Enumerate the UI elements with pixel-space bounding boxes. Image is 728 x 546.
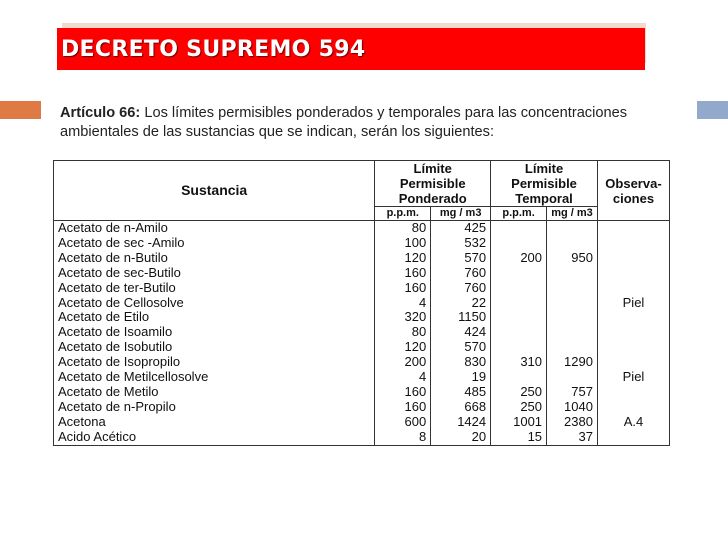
table-row <box>54 325 670 340</box>
observacion-cell <box>597 281 669 296</box>
temporal-ppm-cell <box>491 370 547 385</box>
substance-name-cell: Acetato de n-Butilo <box>54 251 375 266</box>
temporal-ppm-cell: 1001 <box>491 415 547 430</box>
observacion-cell: Piel <box>597 296 669 311</box>
table-row <box>54 251 670 266</box>
table-row <box>54 281 670 296</box>
ponderado-ppm-cell: 80 <box>375 221 431 236</box>
table-row <box>54 370 670 385</box>
accent-bar-left <box>0 101 41 119</box>
table-row <box>54 430 670 445</box>
temporal-ppm-cell <box>491 310 547 325</box>
substance-name-cell: Acetato de n-Propilo <box>54 400 375 415</box>
temporal-mg-cell <box>547 370 598 385</box>
temporal-ppm-cell <box>491 236 547 251</box>
ponderado-ppm-cell: 4 <box>375 370 431 385</box>
substance-name-cell: Acetato de n-Amilo <box>54 221 375 236</box>
ponderado-mg-cell: 532 <box>431 236 491 251</box>
subheader-ponderado-mg: mg / m3 <box>431 207 491 221</box>
substance-name-cell: Acetato de Isobutilo <box>54 340 375 355</box>
temporal-mg-cell: 1040 <box>547 400 598 415</box>
table-row <box>54 296 670 311</box>
temporal-mg-cell <box>547 266 598 281</box>
observacion-cell <box>597 310 669 325</box>
temporal-ppm-cell: 15 <box>491 430 547 445</box>
ponderado-ppm-cell: 600 <box>375 415 431 430</box>
subheader-temporal-ppm: p.p.m. <box>491 207 547 221</box>
ponderado-ppm-cell: 120 <box>375 340 431 355</box>
table-row <box>54 385 670 400</box>
ponderado-ppm-cell: 160 <box>375 400 431 415</box>
ponderado-mg-cell: 570 <box>431 251 491 266</box>
temporal-mg-cell <box>547 221 598 236</box>
ponderado-mg-cell: 760 <box>431 266 491 281</box>
ponderado-mg-cell: 485 <box>431 385 491 400</box>
substance-name-cell: Acetato de ter-Butilo <box>54 281 375 296</box>
header-obs-line2: ciones <box>612 190 655 206</box>
ponderado-mg-cell: 1424 <box>431 415 491 430</box>
accent-bar-right <box>697 101 728 119</box>
title-bar <box>57 28 645 70</box>
ponderado-ppm-cell: 200 <box>375 355 431 370</box>
temporal-ppm-cell <box>491 281 547 296</box>
substance-name-cell: Acetona <box>54 415 375 430</box>
ponderado-ppm-cell: 8 <box>375 430 431 445</box>
substance-name-cell: Acetato de Isopropilo <box>54 355 375 370</box>
observacion-cell <box>597 325 669 340</box>
substance-name-cell: Acetato de Metilcellosolve <box>54 370 375 385</box>
temporal-ppm-cell: 310 <box>491 355 547 370</box>
temporal-mg-cell <box>547 340 598 355</box>
temporal-mg-cell <box>547 236 598 251</box>
ponderado-mg-cell: 22 <box>431 296 491 311</box>
article-paragraph <box>60 104 670 142</box>
ponderado-mg-cell: 760 <box>431 281 491 296</box>
ponderado-ppm-cell: 160 <box>375 385 431 400</box>
observacion-cell <box>597 430 669 445</box>
header-ponderado-line3: Ponderado <box>398 191 467 206</box>
table-row <box>54 266 670 281</box>
ponderado-mg-cell: 19 <box>431 370 491 385</box>
header-ponderado-line2: Permisible <box>399 176 466 191</box>
ponderado-mg-cell: 425 <box>431 221 491 236</box>
temporal-ppm-cell: 250 <box>491 400 547 415</box>
temporal-mg-cell: 1290 <box>547 355 598 370</box>
header-temporal-line3: Temporal <box>515 191 573 206</box>
subheader-temporal-mg: mg / m3 <box>547 207 598 221</box>
header-ponderado <box>375 161 491 207</box>
observacion-cell <box>597 340 669 355</box>
temporal-mg-cell: 950 <box>547 251 598 266</box>
ponderado-mg-cell: 424 <box>431 325 491 340</box>
ponderado-ppm-cell: 4 <box>375 296 431 311</box>
substance-name-cell: Acetato de Metilo <box>54 385 375 400</box>
temporal-mg-cell <box>547 296 598 311</box>
table-row <box>54 355 670 370</box>
slide-title: DECRETO SUPREMO 594 <box>61 36 366 62</box>
table-row <box>54 340 670 355</box>
temporal-ppm-cell: 200 <box>491 251 547 266</box>
temporal-mg-cell: 37 <box>547 430 598 445</box>
table-row <box>54 415 670 430</box>
substance-name-cell: Acetato de Etilo <box>54 310 375 325</box>
temporal-mg-cell: 2380 <box>547 415 598 430</box>
header-observaciones <box>597 161 669 221</box>
ponderado-mg-cell: 668 <box>431 400 491 415</box>
table-row <box>54 310 670 325</box>
header-temporal-line2: Permisible <box>511 176 577 191</box>
ponderado-ppm-cell: 320 <box>375 310 431 325</box>
observacion-cell: Piel <box>597 370 669 385</box>
temporal-ppm-cell <box>491 340 547 355</box>
temporal-mg-cell <box>547 310 598 325</box>
substance-name-cell: Acetato de Cellosolve <box>54 296 375 311</box>
observacion-cell: A.4 <box>597 415 669 430</box>
ponderado-mg-cell: 830 <box>431 355 491 370</box>
subheader-ponderado-ppm: p.p.m. <box>375 207 431 221</box>
ponderado-mg-cell: 20 <box>431 430 491 445</box>
observacion-cell <box>597 385 669 400</box>
observacion-cell <box>597 251 669 266</box>
observacion-cell <box>597 266 669 281</box>
ponderado-ppm-cell: 160 <box>375 281 431 296</box>
temporal-ppm-cell: 250 <box>491 385 547 400</box>
ponderado-ppm-cell: 80 <box>375 325 431 340</box>
header-sustancia: Sustancia <box>54 161 375 221</box>
temporal-ppm-cell <box>491 325 547 340</box>
temporal-ppm-cell <box>491 296 547 311</box>
limits-table <box>53 160 670 446</box>
temporal-ppm-cell <box>491 221 547 236</box>
header-temporal <box>491 161 598 207</box>
substance-name-cell: Acetato de sec-Butilo <box>54 266 375 281</box>
temporal-mg-cell <box>547 325 598 340</box>
observacion-cell <box>597 236 669 251</box>
temporal-mg-cell: 757 <box>547 385 598 400</box>
observacion-cell <box>597 400 669 415</box>
observacion-cell <box>597 221 669 236</box>
observacion-cell <box>597 355 669 370</box>
table-row <box>54 236 670 251</box>
header-obs-line1: Observa- <box>605 175 662 191</box>
ponderado-mg-cell: 1150 <box>431 310 491 325</box>
table-row <box>54 221 670 236</box>
substance-name-cell: Acido Acético <box>54 430 375 445</box>
ponderado-ppm-cell: 160 <box>375 266 431 281</box>
ponderado-ppm-cell: 100 <box>375 236 431 251</box>
table-row <box>54 400 670 415</box>
substance-name-cell: Acetato de Isoamilo <box>54 325 375 340</box>
ponderado-mg-cell: 570 <box>431 340 491 355</box>
temporal-mg-cell <box>547 281 598 296</box>
article-text: Los límites permisibles ponderados y temporales para las concentraciones ambientales de las sustancias que se indican, serán los siguientes: <box>60 105 627 140</box>
header-temporal-line1: Límite <box>524 161 564 176</box>
temporal-ppm-cell <box>491 266 547 281</box>
substance-name-cell: Acetato de sec -Amilo <box>54 236 375 251</box>
ponderado-ppm-cell: 120 <box>375 251 431 266</box>
header-ponderado-line1: Límite <box>413 161 452 176</box>
article-label: Artículo 66: <box>60 105 141 121</box>
